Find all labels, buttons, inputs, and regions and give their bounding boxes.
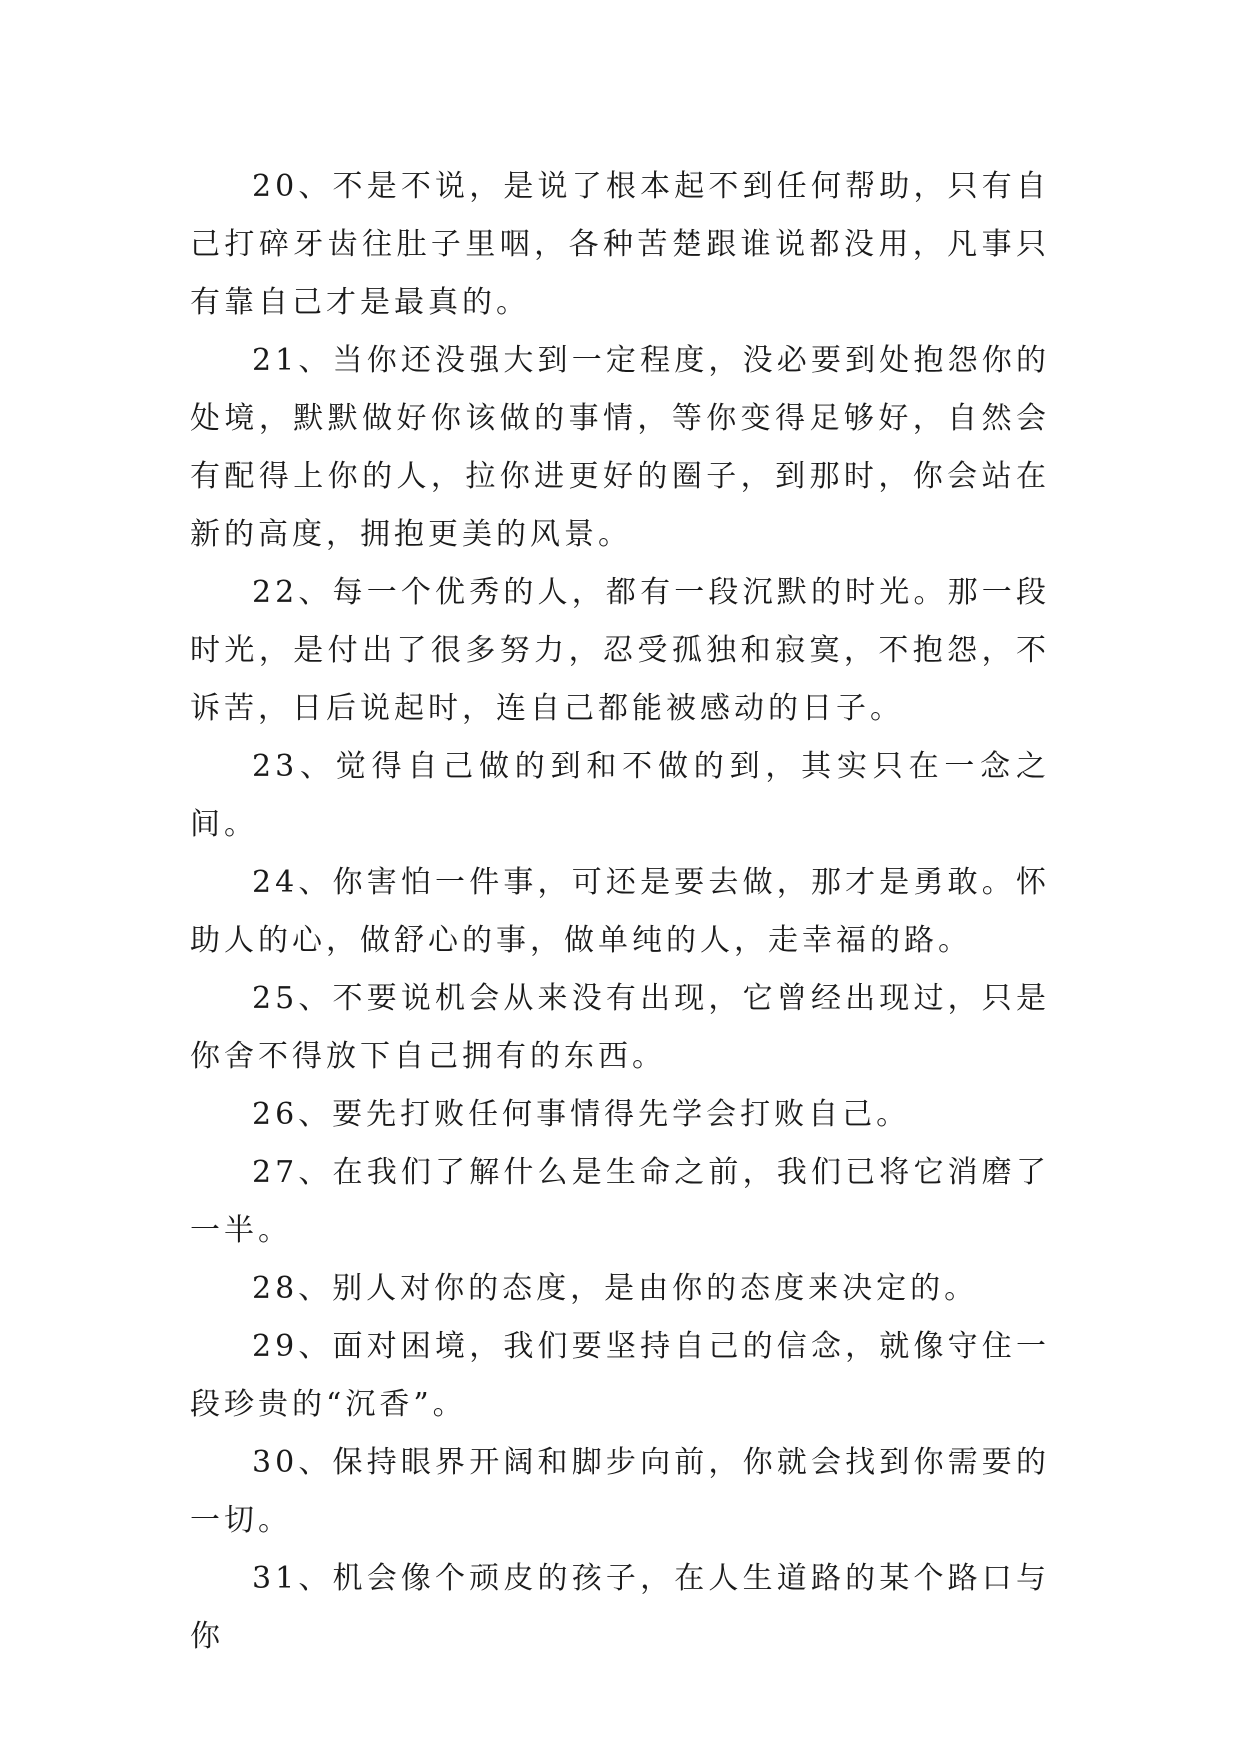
paragraph-28: 28、别人对你的态度，是由你的态度来决定的。 xyxy=(252,1271,979,1306)
paragraph-22: 22、每一个优秀的人，都有一段沉默的时光。那一段时光，是付出了很多努力，忍受孤独和寂寞，不抱怨，不诉苦，日后说起时，连自己都能被感动的日子。 xyxy=(190,575,1050,726)
paragraph-27: 27、在我们了解什么是生命之前，我们已将它消磨了一半。 xyxy=(190,1155,1050,1248)
paragraph-24: 24、你害怕一件事，可还是要去做，那才是勇敢。怀助人的心，做舒心的事，做单纯的人，走幸福的路。 xyxy=(190,865,1050,958)
paragraph-21: 21、当你还没强大到一定程度，没必要到处抱怨你的处境，默默做好你该做的事情，等你变得足够好，自然会有配得上你的人，拉你进更好的圈子，到那时，你会站在新的高度，拥抱更美的风景。 xyxy=(190,343,1050,552)
document-body xyxy=(190,158,1050,1666)
paragraph-30: 30、保持眼界开阔和脚步向前，你就会找到你需要的一切。 xyxy=(190,1445,1050,1538)
paragraph-25: 25、不要说机会从来没有出现，它曾经出现过，只是你舍不得放下自己拥有的东西。 xyxy=(190,981,1050,1074)
paragraph-29: 29、面对困境，我们要坚持自己的信念，就像守住一段珍贵的“沉香”。 xyxy=(190,1329,1050,1422)
paragraph-31: 31、机会像个顽皮的孩子，在人生道路的某个路口与你 xyxy=(190,1561,1050,1654)
paragraph-20: 20、不是不说，是说了根本起不到任何帮助，只有自己打碎牙齿往肚子里咽，各种苦楚跟谁说都没用，凡事只有靠自己才是最真的。 xyxy=(190,169,1050,320)
paragraph-26: 26、要先打败任何事情得先学会打败自己。 xyxy=(252,1097,911,1132)
paragraph-23: 23、觉得自己做的到和不做的到，其实只在一念之间。 xyxy=(190,749,1050,842)
